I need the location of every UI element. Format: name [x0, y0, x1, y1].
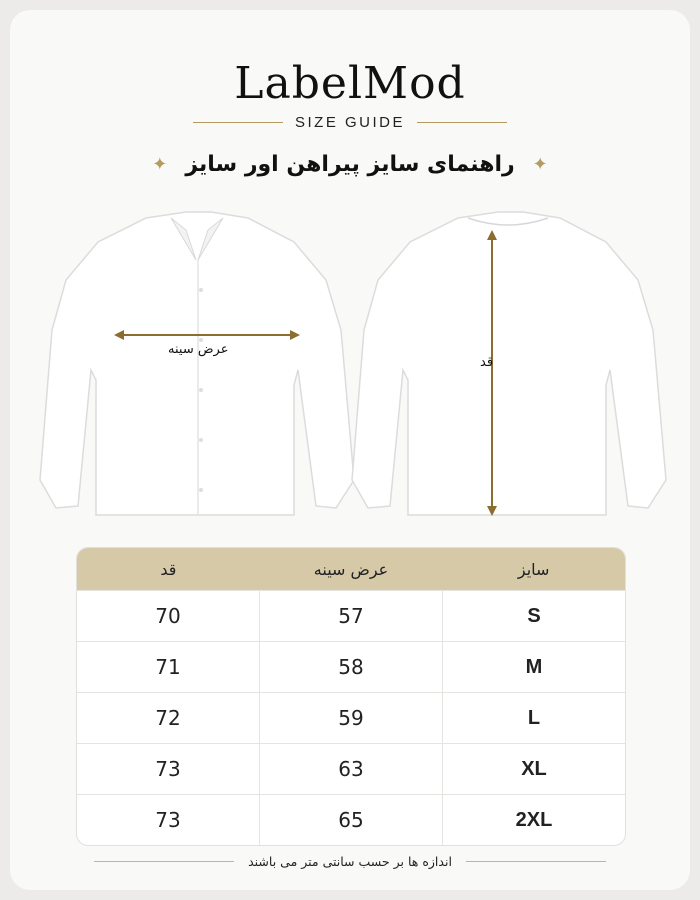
- cell-chest: 59: [259, 693, 443, 743]
- table-row: [77, 590, 625, 641]
- table-row: [77, 641, 625, 692]
- units-footnote-row: [0, 850, 700, 872]
- cell-length: 72: [155, 706, 181, 730]
- cell-chest: 63: [259, 744, 443, 794]
- size-table: [76, 547, 626, 846]
- brand-logo: LabelMod: [234, 58, 466, 109]
- page-title: راهنمای سایز پیراهن اور سایز: [185, 151, 515, 177]
- table-header: [77, 548, 625, 590]
- header-length: قد: [160, 559, 177, 579]
- sparkle-icon: ✦: [152, 153, 168, 175]
- cell-chest: 58: [259, 642, 443, 692]
- table-row: [77, 794, 625, 845]
- tagline: SIZE GUIDE: [294, 113, 405, 131]
- shirt-front-image: [36, 210, 356, 520]
- units-footnote: اندازه ها بر حسب سانتی متر می باشند: [248, 853, 452, 869]
- cell-length: 70: [155, 604, 181, 628]
- shirt-back-image: [348, 210, 668, 520]
- cell-length: 71: [155, 655, 181, 679]
- tagline-row: [0, 112, 700, 132]
- cell-size: XL: [521, 758, 547, 780]
- cell-size: L: [527, 707, 541, 729]
- cell-size: 2XL: [515, 809, 553, 831]
- cell-chest: 65: [259, 795, 443, 845]
- divider-left: [94, 861, 234, 862]
- header-chest: عرض سینه: [313, 559, 389, 579]
- cell-chest: 57: [259, 591, 443, 641]
- cell-length: 73: [155, 757, 181, 781]
- divider-right: [466, 861, 606, 862]
- page-title-row: [0, 147, 700, 181]
- cell-size: M: [525, 656, 543, 678]
- header-size: سایز: [517, 559, 550, 579]
- length-label: قد: [480, 355, 494, 370]
- table-row: [77, 743, 625, 794]
- sparkle-icon: ✦: [532, 153, 548, 175]
- table-row: [77, 692, 625, 743]
- divider-left: [193, 122, 283, 123]
- divider-right: [417, 122, 507, 123]
- cell-size: S: [527, 605, 541, 627]
- cell-length: 73: [155, 808, 181, 832]
- chest-width-label: عرض سینه: [168, 342, 229, 357]
